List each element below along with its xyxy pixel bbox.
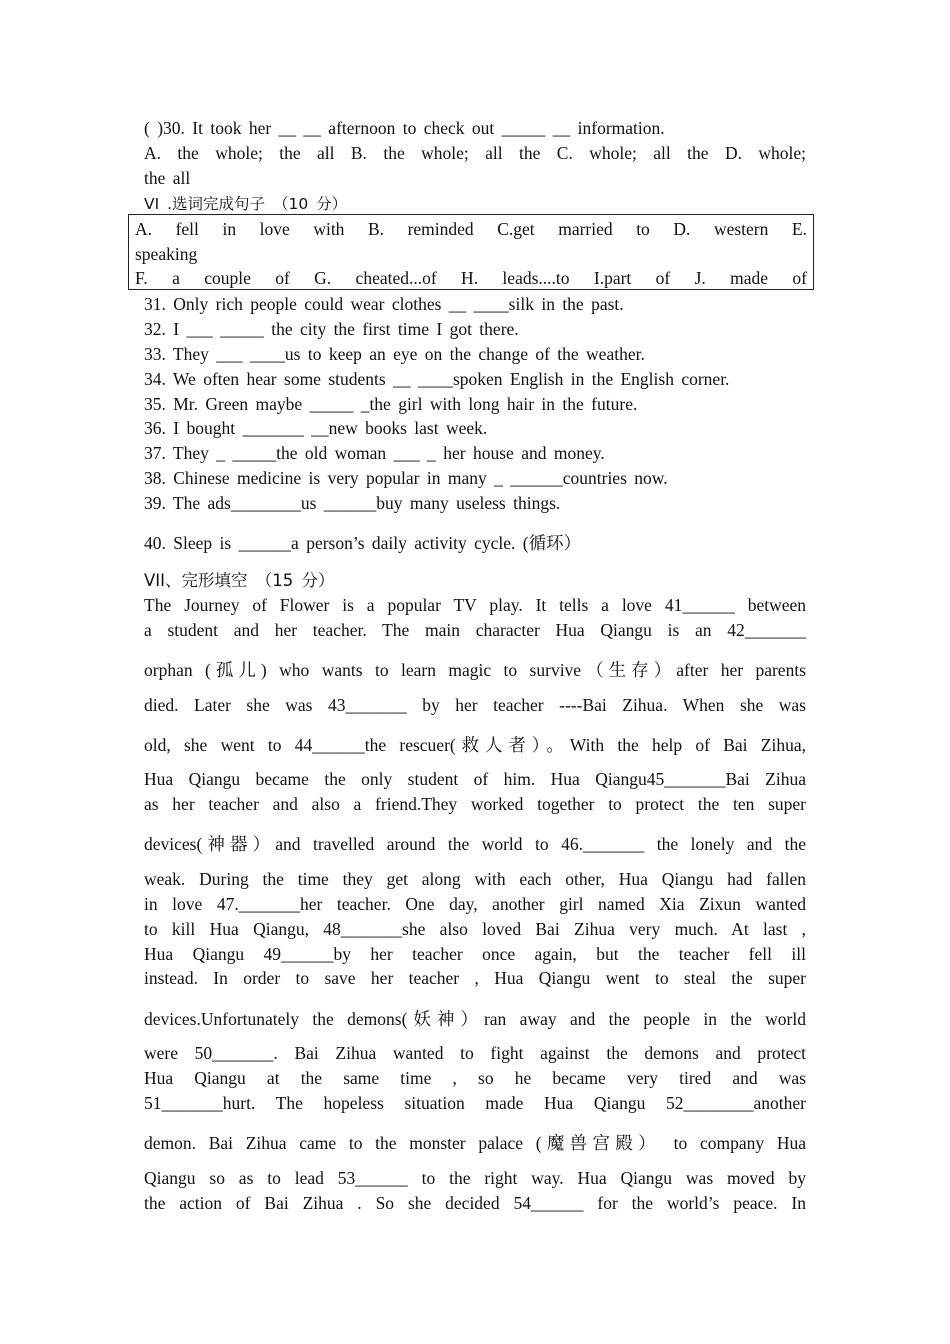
word-bank-line2: speaking — [135, 244, 198, 264]
cloze-line-16: Hua Qiangu at the same time , so he became very tired and was — [144, 1068, 806, 1088]
question-31: 31. Only rich people could wear clothes __ ____silk in the past. — [144, 294, 624, 314]
question-33: 33. They ___ ____us to keep an eye on the change of the weather. — [144, 344, 645, 364]
q30-stem: ( )30. It took her __ __ afternoon to check out _____ __ information. — [144, 118, 665, 138]
question-37: 37. They _ _____the old woman ___ _ her house and money. — [144, 443, 605, 463]
cloze-line-8: devices(神器）and travelled around the world to 46._______ the lonely and the — [144, 834, 806, 854]
cloze-line-6: Hua Qiangu became the only student of him. Hua Qiangu45_______Bai Zihua — [144, 769, 806, 789]
cloze-line-5: old, she went to 44______the rescuer(救人者）。With the help of Bai Zihua, — [144, 735, 806, 755]
cloze-line-11: to kill Hua Qiangu, 48_______she also loved Bai Zihua very much. At last , — [144, 919, 806, 939]
cloze-line-12: Hua Qiangu 49______by her teacher once again, but the teacher fell ill — [144, 944, 806, 964]
cloze-line-4: died. Later she was 43_______ by her teacher ----Bai Zihua. When she was — [144, 695, 806, 715]
question-40: 40. Sleep is ______a person’s daily activity cycle. (循环） — [144, 533, 582, 553]
cloze-line-14: devices.Unfortunately the demons(妖神）ran away and the people in the world — [144, 1009, 806, 1029]
cloze-line-20: the action of Bai Zihua . So she decided 54______ for the world’s peace. In — [144, 1193, 806, 1213]
q30-options-line1: A. the whole; the all B. the whole; all the C. whole; all the D. whole; — [144, 143, 806, 163]
cloze-line-19: Qiangu so as to lead 53______ to the right way. Hua Qiangu was moved by — [144, 1168, 806, 1188]
cloze-line-13: instead. In order to save her teacher , Hua Qiangu went to steal the super — [144, 968, 806, 988]
cloze-line-2: a student and her teacher. The main character Hua Qiangu is an 42_______ — [144, 620, 806, 640]
section7-heading: VII、完形填空 （15 分） — [144, 571, 335, 590]
cloze-line-18: demon. Bai Zihua came to the monster palace (魔兽宫殿） to company Hua — [144, 1133, 806, 1153]
cloze-line-10: in love 47._______her teacher. One day, another girl named Xia Zixun wanted — [144, 894, 806, 914]
question-35: 35. Mr. Green maybe _____ _the girl with long hair in the future. — [144, 394, 638, 414]
word-bank-line1: A. fell in love with B. reminded C.get married to D. western E. — [135, 219, 807, 239]
word-bank-line3: F. a couple of G. cheated...of H. leads....to I.part of J. made of — [135, 268, 807, 288]
q30-options-line2: the all — [144, 168, 191, 188]
cloze-line-1: The Journey of Flower is a popular TV play. It tells a love 41______ between — [144, 595, 806, 615]
question-32: 32. I ___ _____ the city the first time I got there. — [144, 319, 519, 339]
cloze-line-17: 51_______hurt. The hopeless situation made Hua Qiangu 52________another — [144, 1093, 806, 1113]
question-39: 39. The ads________us ______buy many useless things. — [144, 493, 561, 513]
question-34: 34. We often hear some students __ ____spoken English in the English corner. — [144, 369, 730, 389]
question-38: 38. Chinese medicine is very popular in many _ ______countries now. — [144, 468, 668, 488]
cloze-line-3: orphan (孤儿) who wants to learn magic to survive（生存）after her parents — [144, 660, 806, 680]
cloze-line-15: were 50_______. Bai Zihua wanted to fight against the demons and protect — [144, 1043, 806, 1063]
section6-heading: VI .选词完成句子 （10 分） — [144, 195, 348, 213]
question-36: 36. I bought _______ __new books last week. — [144, 418, 488, 438]
cloze-line-7: as her teacher and also a friend.They worked together to protect the ten super — [144, 794, 806, 814]
cloze-line-9: weak. During the time they get along with each other, Hua Qiangu had fallen — [144, 869, 806, 889]
